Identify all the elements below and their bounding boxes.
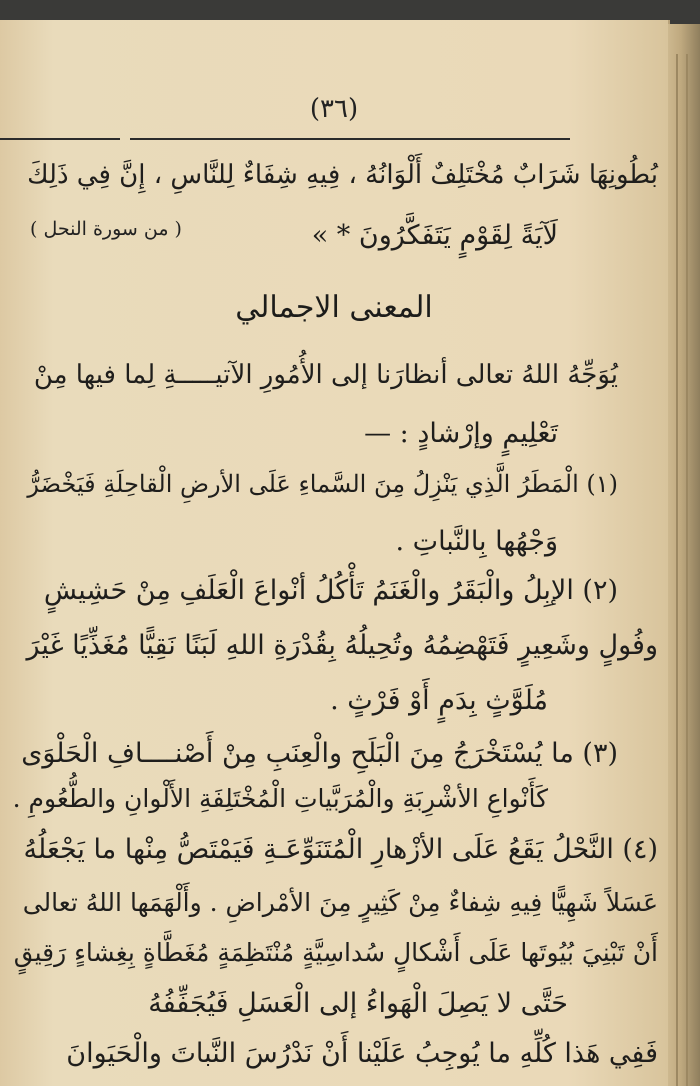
page-edge	[668, 24, 700, 1086]
body-line-7: مُلَوَّثٍ بِدَمٍ أَوْ فَرْثٍ .	[330, 685, 548, 716]
verse-line-1: بُطُونِهَا شَرَابٌ مُخْتَلِفٌ أَلْوَانُهُ ، فِيهِ شِفَاءٌ لِلنَّاسِ ، إِنَّ فِي ذَلِكَ	[27, 160, 658, 190]
header-rule	[130, 138, 570, 140]
body-line-1: يُوَجِّهُ اللهُ تعالى أنظارَنا إلى الأُمُورِ الآتيـــــةِ لِما فيها مِنْ	[33, 360, 618, 390]
body-line-9: كَأَنْواعِ الأشْرِبَةِ والْمُرَبَّياتِ الْمُخْتَلِفَةِ الأَلْوانِ والطُّعُومِ .	[12, 784, 548, 813]
body-line-8: (٣) ما يُسْتَخْرَجُ مِنَ الْبَلَحِ والْعِنَبِ مِنْ أَصْنــــافِ الْحَلْوَى	[21, 738, 618, 769]
body-line-5: (٢) الإبِلُ والْبَقَرُ والْغَنَمُ تَأْكُلُ أنْواعَ الْعَلَفِ مِنْ حَشِيشٍ	[43, 575, 618, 606]
body-line-14: فَفِي هَذا كُلِّهِ ما يُوجِبُ عَلَيْنا أَنْ نَدْرُسَ النَّباتَ والْحَيَوانَ	[66, 1038, 658, 1069]
section-heading: المعنى الاجمالي	[235, 290, 433, 325]
book-page	[0, 20, 670, 1086]
body-line-11: عَسَلاً شَهِيًّا فِيهِ شِفاءٌ مِنْ كَثِيرٍ مِنَ الأمْراضِ . وأَلْهَمَها اللهُ تعالى	[22, 888, 658, 917]
body-line-10: (٤) النَّحْلُ يَقَعُ عَلَى الأزْهارِ الْمُتَنَوِّعَـةِ فَيَمْتَصُّ مِنْها ما يَجْعَلُهُ	[23, 834, 658, 865]
body-line-4: وَجْهُها بِالنَّباتِ .	[395, 526, 558, 557]
verse-line-2: لَآيَةً لِقَوْمٍ يَتَفَكَّرُونَ * »	[311, 220, 558, 251]
page-edge-line	[676, 54, 678, 1086]
page-number: (٣٦)	[309, 94, 359, 124]
header-rule-left	[0, 138, 120, 140]
body-line-3: (١) الْمَطَرُ الَّذِي يَنْزِلُ مِنَ السَّماءِ عَلَى الأرضِ الْقاحِلَةِ فَيَخْضَرُّ	[27, 470, 618, 498]
source-note: ( من سورة النحل )	[30, 218, 182, 240]
body-line-13: حَتَّى لا يَصِلَ الْهَواءُ إلى الْعَسَلِ فَيُجَفِّفُهُ	[148, 988, 568, 1019]
body-line-6: وفُولٍ وشَعِيرٍ فَتَهْضِمُهُ وتُحِيلُهُ بِقُدْرَةِ اللهِ لَبَنًا نَقِيًّا مُغَذِّيًا غَيْرَ	[26, 630, 658, 661]
body-line-2: تَعْلِيمٍ وإرْشادٍ : —	[364, 418, 558, 449]
page-edge-line	[686, 54, 688, 1086]
body-line-12: أَنْ تَبْنِيَ بُيُوتَها عَلَى أَشْكالٍ سُداسِيَّةٍ مُنْتَظِمَةٍ مُغَطَّاةٍ بِغِشاءٍ رَقِيقٍ	[13, 938, 658, 967]
